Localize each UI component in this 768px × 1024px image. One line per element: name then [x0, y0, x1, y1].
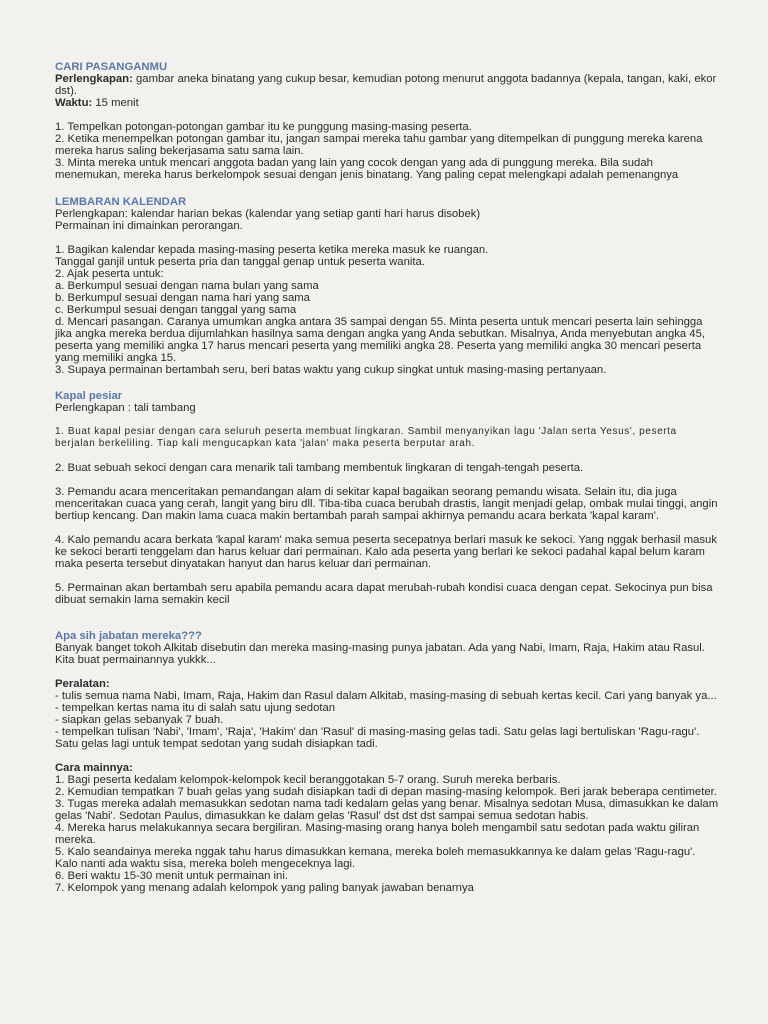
perlengkapan-label: Perlengkapan:	[55, 73, 133, 85]
waktu-line	[55, 97, 720, 109]
step: 2. Buat sebuah sekoci dengan cara menarik tali tambang membentuk lingkaran di tengah-tengah peserta.	[55, 462, 584, 474]
section-kapal-pesiar	[55, 390, 720, 606]
section-title: LEMBARAN KALENDAR	[55, 196, 187, 208]
mode-line: Permainan ini dimainkan perorangan.	[55, 220, 243, 232]
list-item: 6. Beri waktu 15-30 menit untuk permainan ini.	[55, 870, 288, 882]
list-item: - siapkan gelas sebanyak 7 buah.	[55, 714, 224, 726]
cara-label: Cara mainnya:	[55, 762, 133, 774]
perlengkapan-line: Perlengkapan: kalendar harian bekas (kalendar yang setiap ganti hari harus disobek)	[55, 208, 481, 220]
list-item: - tulis semua nama Nabi, Imam, Raja, Hakim dan Rasul dalam Alkitab, masing-masing di sebuah kertas kecil. Cari yang banyak ya...	[55, 690, 717, 702]
peralatan-label: Peralatan:	[55, 678, 110, 690]
step: 2. Ketika menempelkan potongan gambar itu, jangan sampai mereka tahu gambar yang ditempelkan di punggung mereka karena mereka harus saling bekerjasama satu sama lain.	[55, 133, 703, 157]
list-item: 5. Kalo seandainya mereka nggak tahu harus dimasukkan kemana, mereka boleh memasukkannya ke dalam gelas 'Ragu-ragu'. Kalo nanti ada waktu sisa, mereka boleh mengeceknya lagi.	[55, 846, 696, 870]
step: 2. Ajak peserta untuk:	[55, 268, 164, 280]
step: 1. Tempelkan potongan-potongan gambar itu ke punggung masing-masing peserta.	[55, 121, 472, 133]
section-title: Apa sih jabatan mereka???	[55, 630, 202, 642]
list-item: - tempelkan tulisan 'Nabi', 'Imam', 'Raja', 'Hakim' dan 'Rasul' di masing-masing gelas tadi. Satu gelas lagi bertuliskan 'Ragu-ragu'. Satu gelas lagi untuk tempat sedotan yang sudah disiapkan tadi.	[55, 726, 700, 750]
perlengkapan-line: Perlengkapan : tali tambang	[55, 402, 196, 414]
section-lembaran-kalendar	[55, 196, 720, 376]
section-title: Kapal pesiar	[55, 390, 123, 402]
step: 3. Minta mereka untuk mencari anggota badan yang lain yang cocok dengan yang ada di punggung mereka. Bila sudah menemukan, mereka harus berkelompok sesuai dengan jenis binatang. Yang paling cepat melengkapi adalah pemenangnya	[55, 157, 679, 181]
step: 1. Bagikan kalendar kepada masing-masing peserta ketika mereka masuk ke ruangan.	[55, 244, 489, 256]
list-item: 7. Kelompok yang menang adalah kelompok yang paling banyak jawaban benarnya	[55, 882, 474, 894]
list-item: - tempelkan kertas nama itu di salah satu ujung sedotan	[55, 702, 336, 714]
step: b. Berkumpul sesuai dengan nama hari yang sama	[55, 292, 310, 304]
step: d. Mencari pasangan. Caranya umumkan angka antara 35 sampai dengan 55. Minta peserta untuk mencari peserta lain sehingga jika angka mereka berdua dijumlahkan hasilnya sama dengan angka yang Anda sebutkan. Misalnya, Anda menyebutan angka 45, peserta yang memiliki angka 17 harus mencari peserta yang memiliki angka 28. Peserta yang memiliki angka 30 mencari peserta yang memiliki angka 15.	[55, 316, 706, 364]
step: 3. Supaya permainan bertambah seru, beri batas waktu yang cukup singkat untuk masing-masing pertanyaan.	[55, 364, 607, 376]
waktu-label: Waktu:	[55, 97, 93, 109]
step: Tanggal ganjil untuk peserta pria dan tanggal genap untuk peserta wanita.	[55, 256, 425, 268]
step: c. Berkumpul sesuai dengan tanggal yang sama	[55, 304, 297, 316]
list-item: 3. Tugas mereka adalah memasukkan sedotan nama tadi kedalam gelas yang benar. Misalnya sedotan Musa, dimasukkan ke dalam gelas 'Nabi'. Sedotan Paulus, dimasukkan ke dalam gelas 'Rasul' dst dst dst sampai semua sedotan habis.	[55, 798, 719, 822]
perlengkapan-text: gambar aneka binatang yang cukup besar, kemudian potong menurut anggota badannya (kepala, tangan, kaki, ekor dst).	[55, 73, 717, 97]
section-cari-pasanganmu	[55, 61, 720, 181]
list-item: 2. Kemudian tempatkan 7 buah gelas yang sudah disiapkan tadi di depan masing-masing kelompok. Beri jarak beberapa centimeter.	[55, 786, 717, 798]
step: 4. Kalo pemandu acara berkata 'kapal karam' maka semua peserta secepatnya berlari masuk ke sekoci. Yang nggak berhasil masuk ke sekoci berarti tenggelam dan harus keluar dari permainan. Kalo ada peserta yang berlari ke sekoci padahal kapal belum karam maka peserta tersebut dinyatakan hanyut dan harus keluar dari permainan.	[55, 534, 717, 570]
section-jabatan	[55, 630, 720, 894]
step: 1. Buat kapal pesiar dengan cara seluruh peserta membuat lingkaran. Sambil menyanyikan lagu 'Jalan serta Yesus', peserta berjalan berkeliling. Tiap kali mengucapkan kata 'jalan' maka peserta berputar arah.	[55, 426, 677, 449]
step: a. Berkumpul sesuai dengan nama bulan yang sama	[55, 280, 319, 292]
list-item: 1. Bagi peserta kedalam kelompok-kelompok kecil beranggotakan 5-7 orang. Suruh mereka berbaris.	[55, 774, 561, 786]
list-item: 4. Mereka harus melakukannya secara bergiliran. Masing-masing orang hanya boleh mengambil satu sedotan pada waktu giliran mereka.	[55, 822, 700, 846]
waktu-text: 15 menit	[92, 97, 139, 109]
step: 5. Permainan akan bertambah seru apabila pemandu acara dapat merubah-rubah kondisi cuaca dengan cepat. Sekocinya pun bisa dibuat semakin lama semakin kecil	[55, 582, 713, 606]
step: 3. Pemandu acara menceritakan pemandangan alam di sekitar kapal bagaikan seorang pemandu wisata. Selain itu, dia juga menceritakan cuaca yang cerah, langit yang biru dll. Tiba-tiba cuaca berubah drastis, langit menjadi gelap, ombak mulai tinggi, angin bertiup kencang. Dan makin lama cuaca makin bertambah parah sampai akhirnya pemandu acara berkata 'kapal karam'.	[55, 486, 718, 522]
section-title: CARI PASANGANMU	[55, 61, 168, 73]
intro-text: Banyak banget tokoh Alkitab disebutin dan mereka masing-masing punya jabatan. Ada yang Nabi, Imam, Raja, Hakim atau Rasul. Kita buat permainannya yukkk...	[55, 642, 705, 666]
perlengkapan-line	[55, 73, 720, 97]
